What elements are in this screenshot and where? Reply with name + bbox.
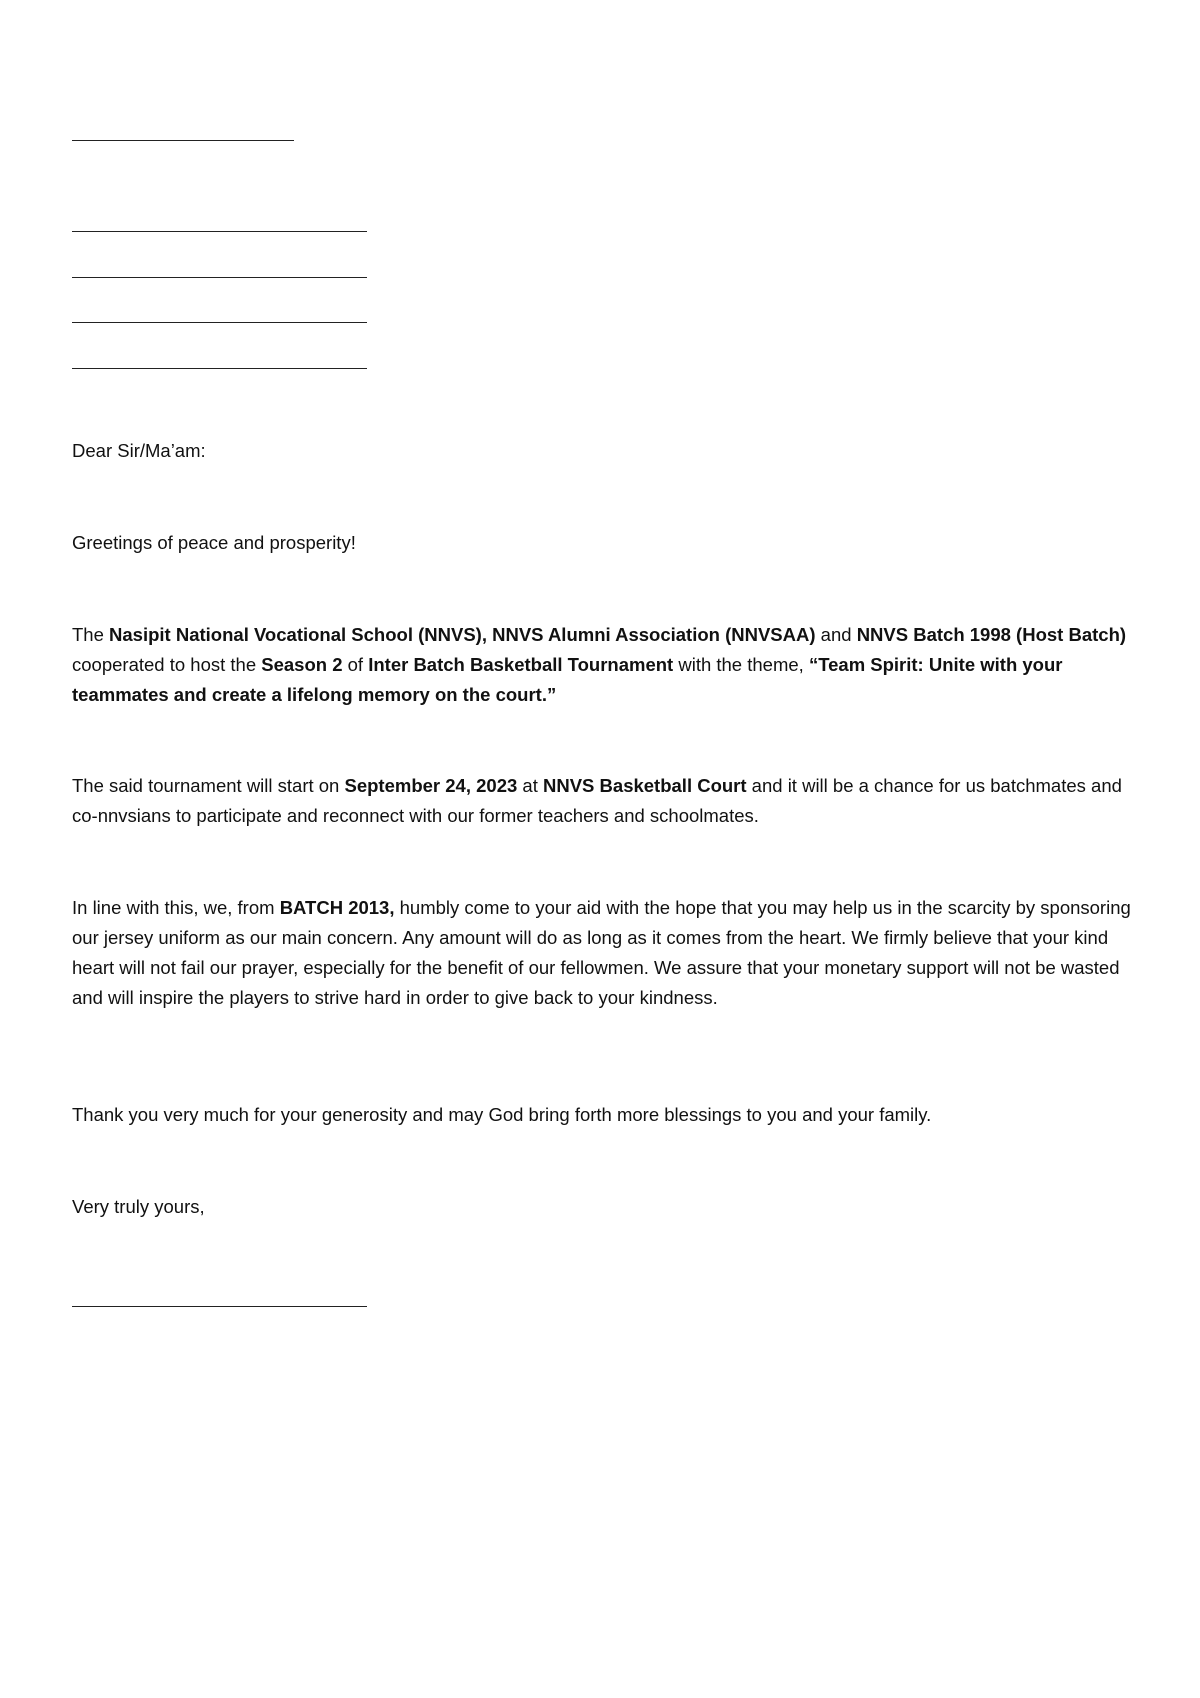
recipient-address-line <box>72 368 367 369</box>
greeting: Greetings of peace and prosperity! <box>72 532 356 553</box>
recipient-organization-line <box>72 322 367 323</box>
recipient-name-line <box>72 231 367 232</box>
valediction: Very truly yours, <box>72 1196 205 1217</box>
paragraph-tournament-details: The said tournament will start on September 24, 2023 at NNVS Basketball Court and it will be a chance for us batchmates and co-nnvsians to participate and reconnect with our former teachers and schoolmates. <box>72 775 1122 826</box>
date-blank-line <box>72 140 294 141</box>
recipient-position-line <box>72 277 367 278</box>
paragraph-host-info: The Nasipit National Vocational School (NNVS), NNVS Alumni Association (NNVSAA) and NNVS Batch 1998 (Host Batch) cooperated to host the Season 2 of Inter Batch Basketball Tournament with the theme, “Team Spirit: Unite with your teammates and create a lifelong memory on the court.” <box>72 624 1127 705</box>
salutation: Dear Sir/Ma’am: <box>72 440 206 461</box>
paragraph-sponsorship-request: In line with this, we, from BATCH 2013, humbly come to your aid with the hope that you may help us in the scarcity by sponsoring our jersey uniform as our main concern. Any amount will do as long as it comes from the heart. We firmly believe that your kind heart will not fail our prayer, especially for the benefit of our fellowmen. We assure that your monetary support will not be wasted and will inspire the players to strive hard in order to give back to your kindness. <box>72 897 1131 1008</box>
signature-line <box>72 1306 367 1307</box>
closing-thanks: Thank you very much for your generosity and may God bring forth more blessings to you and your family. <box>72 1104 932 1125</box>
